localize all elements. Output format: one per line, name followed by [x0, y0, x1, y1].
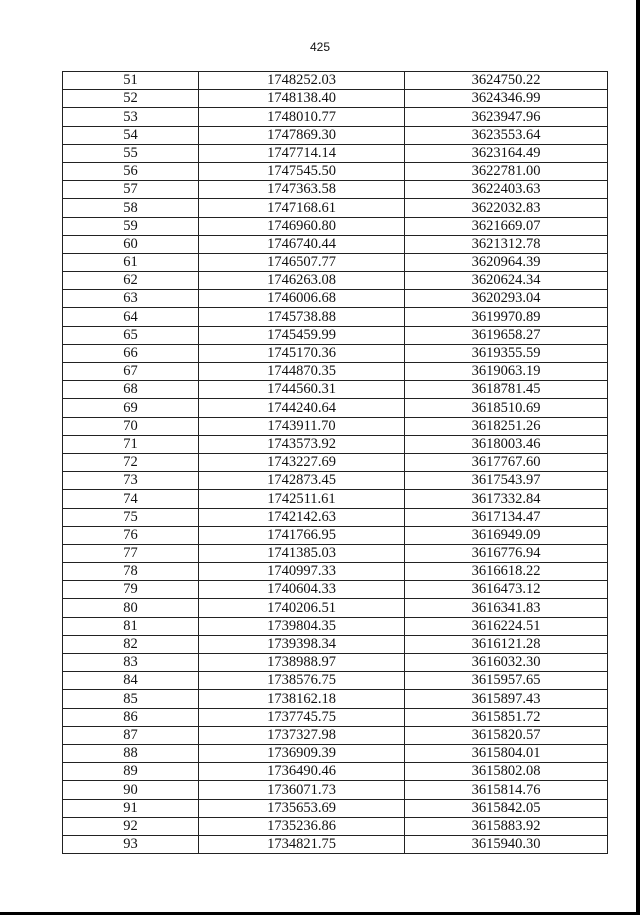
x-coordinate-cell: 1737745.75	[199, 708, 405, 726]
table-row	[63, 726, 608, 744]
point-number-cell: 89	[63, 763, 199, 781]
point-number-cell: 86	[63, 708, 199, 726]
point-number-cell: 67	[63, 363, 199, 381]
point-number-cell: 82	[63, 635, 199, 653]
point-number-cell: 62	[63, 272, 199, 290]
point-number-cell: 71	[63, 435, 199, 453]
x-coordinate-cell: 1740206.51	[199, 599, 405, 617]
table-row	[63, 126, 608, 144]
x-coordinate-cell: 1747168.61	[199, 199, 405, 217]
table-row	[63, 781, 608, 799]
point-number-cell: 79	[63, 581, 199, 599]
table-row	[63, 344, 608, 362]
x-coordinate-cell: 1735236.86	[199, 817, 405, 835]
x-coordinate-cell: 1745738.88	[199, 308, 405, 326]
y-coordinate-cell: 3618781.45	[405, 381, 608, 399]
table-row	[63, 563, 608, 581]
x-coordinate-cell: 1745170.36	[199, 344, 405, 362]
y-coordinate-cell: 3619658.27	[405, 326, 608, 344]
x-coordinate-cell: 1746960.80	[199, 217, 405, 235]
point-number-cell: 92	[63, 817, 199, 835]
y-coordinate-cell: 3622403.63	[405, 181, 608, 199]
x-coordinate-cell: 1742873.45	[199, 472, 405, 490]
table-row	[63, 272, 608, 290]
page-number: 425	[309, 40, 331, 54]
point-number-cell: 74	[63, 490, 199, 508]
y-coordinate-cell: 3623553.64	[405, 126, 608, 144]
table-row	[63, 581, 608, 599]
x-coordinate-cell: 1739804.35	[199, 617, 405, 635]
x-coordinate-cell: 1744870.35	[199, 363, 405, 381]
table-row	[63, 381, 608, 399]
table-row	[63, 72, 608, 90]
table-row	[63, 217, 608, 235]
point-number-cell: 68	[63, 381, 199, 399]
point-number-cell: 56	[63, 162, 199, 180]
x-coordinate-cell: 1746507.77	[199, 253, 405, 271]
table-row	[63, 672, 608, 690]
point-number-cell: 51	[63, 72, 199, 90]
point-number-cell: 65	[63, 326, 199, 344]
point-number-cell: 72	[63, 453, 199, 471]
point-number-cell: 55	[63, 144, 199, 162]
x-coordinate-cell: 1742511.61	[199, 490, 405, 508]
table-row	[63, 199, 608, 217]
table-row	[63, 599, 608, 617]
y-coordinate-cell: 3618510.69	[405, 399, 608, 417]
x-coordinate-cell: 1743227.69	[199, 453, 405, 471]
table-row	[63, 363, 608, 381]
table-row	[63, 690, 608, 708]
x-coordinate-cell: 1742142.63	[199, 508, 405, 526]
point-number-cell: 53	[63, 108, 199, 126]
y-coordinate-cell: 3621312.78	[405, 235, 608, 253]
table-row	[63, 90, 608, 108]
y-coordinate-cell: 3616032.30	[405, 654, 608, 672]
x-coordinate-cell: 1739398.34	[199, 635, 405, 653]
table-row	[63, 453, 608, 471]
y-coordinate-cell: 3616224.51	[405, 617, 608, 635]
x-coordinate-cell: 1736071.73	[199, 781, 405, 799]
table-row	[63, 835, 608, 853]
point-number-cell: 85	[63, 690, 199, 708]
y-coordinate-cell: 3623164.49	[405, 144, 608, 162]
table-row	[63, 472, 608, 490]
y-coordinate-cell: 3624750.22	[405, 72, 608, 90]
y-coordinate-cell: 3616618.22	[405, 563, 608, 581]
x-coordinate-cell: 1743911.70	[199, 417, 405, 435]
point-number-cell: 78	[63, 563, 199, 581]
y-coordinate-cell: 3620964.39	[405, 253, 608, 271]
table-row	[63, 417, 608, 435]
table-row	[63, 508, 608, 526]
point-number-cell: 73	[63, 472, 199, 490]
table-row	[63, 399, 608, 417]
table-row	[63, 181, 608, 199]
table-row	[63, 162, 608, 180]
x-coordinate-cell: 1746006.68	[199, 290, 405, 308]
x-coordinate-cell: 1741766.95	[199, 526, 405, 544]
table-body	[63, 72, 608, 854]
point-number-cell: 76	[63, 526, 199, 544]
table-row	[63, 654, 608, 672]
x-coordinate-cell: 1740997.33	[199, 563, 405, 581]
y-coordinate-cell: 3615804.01	[405, 744, 608, 762]
y-coordinate-cell: 3616341.83	[405, 599, 608, 617]
x-coordinate-cell: 1747363.58	[199, 181, 405, 199]
table-row	[63, 763, 608, 781]
table-row	[63, 817, 608, 835]
y-coordinate-cell: 3615842.05	[405, 799, 608, 817]
x-coordinate-cell: 1748252.03	[199, 72, 405, 90]
table-row	[63, 253, 608, 271]
x-coordinate-cell: 1748138.40	[199, 90, 405, 108]
table-row	[63, 526, 608, 544]
x-coordinate-cell: 1736909.39	[199, 744, 405, 762]
y-coordinate-cell: 3619970.89	[405, 308, 608, 326]
y-coordinate-cell: 3620624.34	[405, 272, 608, 290]
x-coordinate-cell: 1738576.75	[199, 672, 405, 690]
point-number-cell: 88	[63, 744, 199, 762]
point-number-cell: 58	[63, 199, 199, 217]
table-row	[63, 708, 608, 726]
y-coordinate-cell: 3615897.43	[405, 690, 608, 708]
point-number-cell: 91	[63, 799, 199, 817]
x-coordinate-cell: 1746740.44	[199, 235, 405, 253]
point-number-cell: 52	[63, 90, 199, 108]
y-coordinate-cell: 3615802.08	[405, 763, 608, 781]
point-number-cell: 54	[63, 126, 199, 144]
table-row	[63, 326, 608, 344]
y-coordinate-cell: 3616776.94	[405, 544, 608, 562]
point-number-cell: 66	[63, 344, 199, 362]
x-coordinate-cell: 1745459.99	[199, 326, 405, 344]
y-coordinate-cell: 3616949.09	[405, 526, 608, 544]
y-coordinate-cell: 3619355.59	[405, 344, 608, 362]
x-coordinate-cell: 1747545.50	[199, 162, 405, 180]
point-number-cell: 93	[63, 835, 199, 853]
table-row	[63, 290, 608, 308]
table-row	[63, 108, 608, 126]
point-number-cell: 59	[63, 217, 199, 235]
x-coordinate-cell: 1747869.30	[199, 126, 405, 144]
scan-edge-right	[636, 0, 640, 915]
table-row	[63, 799, 608, 817]
table-row	[63, 235, 608, 253]
table-row	[63, 544, 608, 562]
point-number-cell: 90	[63, 781, 199, 799]
x-coordinate-cell: 1744560.31	[199, 381, 405, 399]
y-coordinate-cell: 3618251.26	[405, 417, 608, 435]
x-coordinate-cell: 1737327.98	[199, 726, 405, 744]
y-coordinate-cell: 3621669.07	[405, 217, 608, 235]
y-coordinate-cell: 3616473.12	[405, 581, 608, 599]
table-row	[63, 635, 608, 653]
point-number-cell: 57	[63, 181, 199, 199]
x-coordinate-cell: 1747714.14	[199, 144, 405, 162]
y-coordinate-cell: 3619063.19	[405, 363, 608, 381]
y-coordinate-cell: 3617767.60	[405, 453, 608, 471]
coordinates-table	[62, 71, 608, 854]
y-coordinate-cell: 3623947.96	[405, 108, 608, 126]
x-coordinate-cell: 1746263.08	[199, 272, 405, 290]
y-coordinate-cell: 3622032.83	[405, 199, 608, 217]
table-row	[63, 744, 608, 762]
point-number-cell: 80	[63, 599, 199, 617]
y-coordinate-cell: 3620293.04	[405, 290, 608, 308]
table-row	[63, 435, 608, 453]
point-number-cell: 60	[63, 235, 199, 253]
x-coordinate-cell: 1748010.77	[199, 108, 405, 126]
y-coordinate-cell: 3615851.72	[405, 708, 608, 726]
point-number-cell: 77	[63, 544, 199, 562]
table-row	[63, 617, 608, 635]
point-number-cell: 84	[63, 672, 199, 690]
point-number-cell: 63	[63, 290, 199, 308]
x-coordinate-cell: 1735653.69	[199, 799, 405, 817]
x-coordinate-cell: 1734821.75	[199, 835, 405, 853]
y-coordinate-cell: 3617332.84	[405, 490, 608, 508]
point-number-cell: 64	[63, 308, 199, 326]
point-number-cell: 75	[63, 508, 199, 526]
point-number-cell: 87	[63, 726, 199, 744]
x-coordinate-cell: 1743573.92	[199, 435, 405, 453]
x-coordinate-cell: 1741385.03	[199, 544, 405, 562]
table-row	[63, 308, 608, 326]
point-number-cell: 83	[63, 654, 199, 672]
y-coordinate-cell: 3624346.99	[405, 90, 608, 108]
y-coordinate-cell: 3615883.92	[405, 817, 608, 835]
y-coordinate-cell: 3622781.00	[405, 162, 608, 180]
point-number-cell: 69	[63, 399, 199, 417]
x-coordinate-cell: 1744240.64	[199, 399, 405, 417]
point-number-cell: 70	[63, 417, 199, 435]
y-coordinate-cell: 3617543.97	[405, 472, 608, 490]
table-row	[63, 490, 608, 508]
y-coordinate-cell: 3615940.30	[405, 835, 608, 853]
x-coordinate-cell: 1738162.18	[199, 690, 405, 708]
y-coordinate-cell: 3615814.76	[405, 781, 608, 799]
y-coordinate-cell: 3618003.46	[405, 435, 608, 453]
y-coordinate-cell: 3616121.28	[405, 635, 608, 653]
y-coordinate-cell: 3615820.57	[405, 726, 608, 744]
table-row	[63, 144, 608, 162]
y-coordinate-cell: 3617134.47	[405, 508, 608, 526]
x-coordinate-cell: 1736490.46	[199, 763, 405, 781]
x-coordinate-cell: 1740604.33	[199, 581, 405, 599]
point-number-cell: 81	[63, 617, 199, 635]
x-coordinate-cell: 1738988.97	[199, 654, 405, 672]
y-coordinate-cell: 3615957.65	[405, 672, 608, 690]
point-number-cell: 61	[63, 253, 199, 271]
